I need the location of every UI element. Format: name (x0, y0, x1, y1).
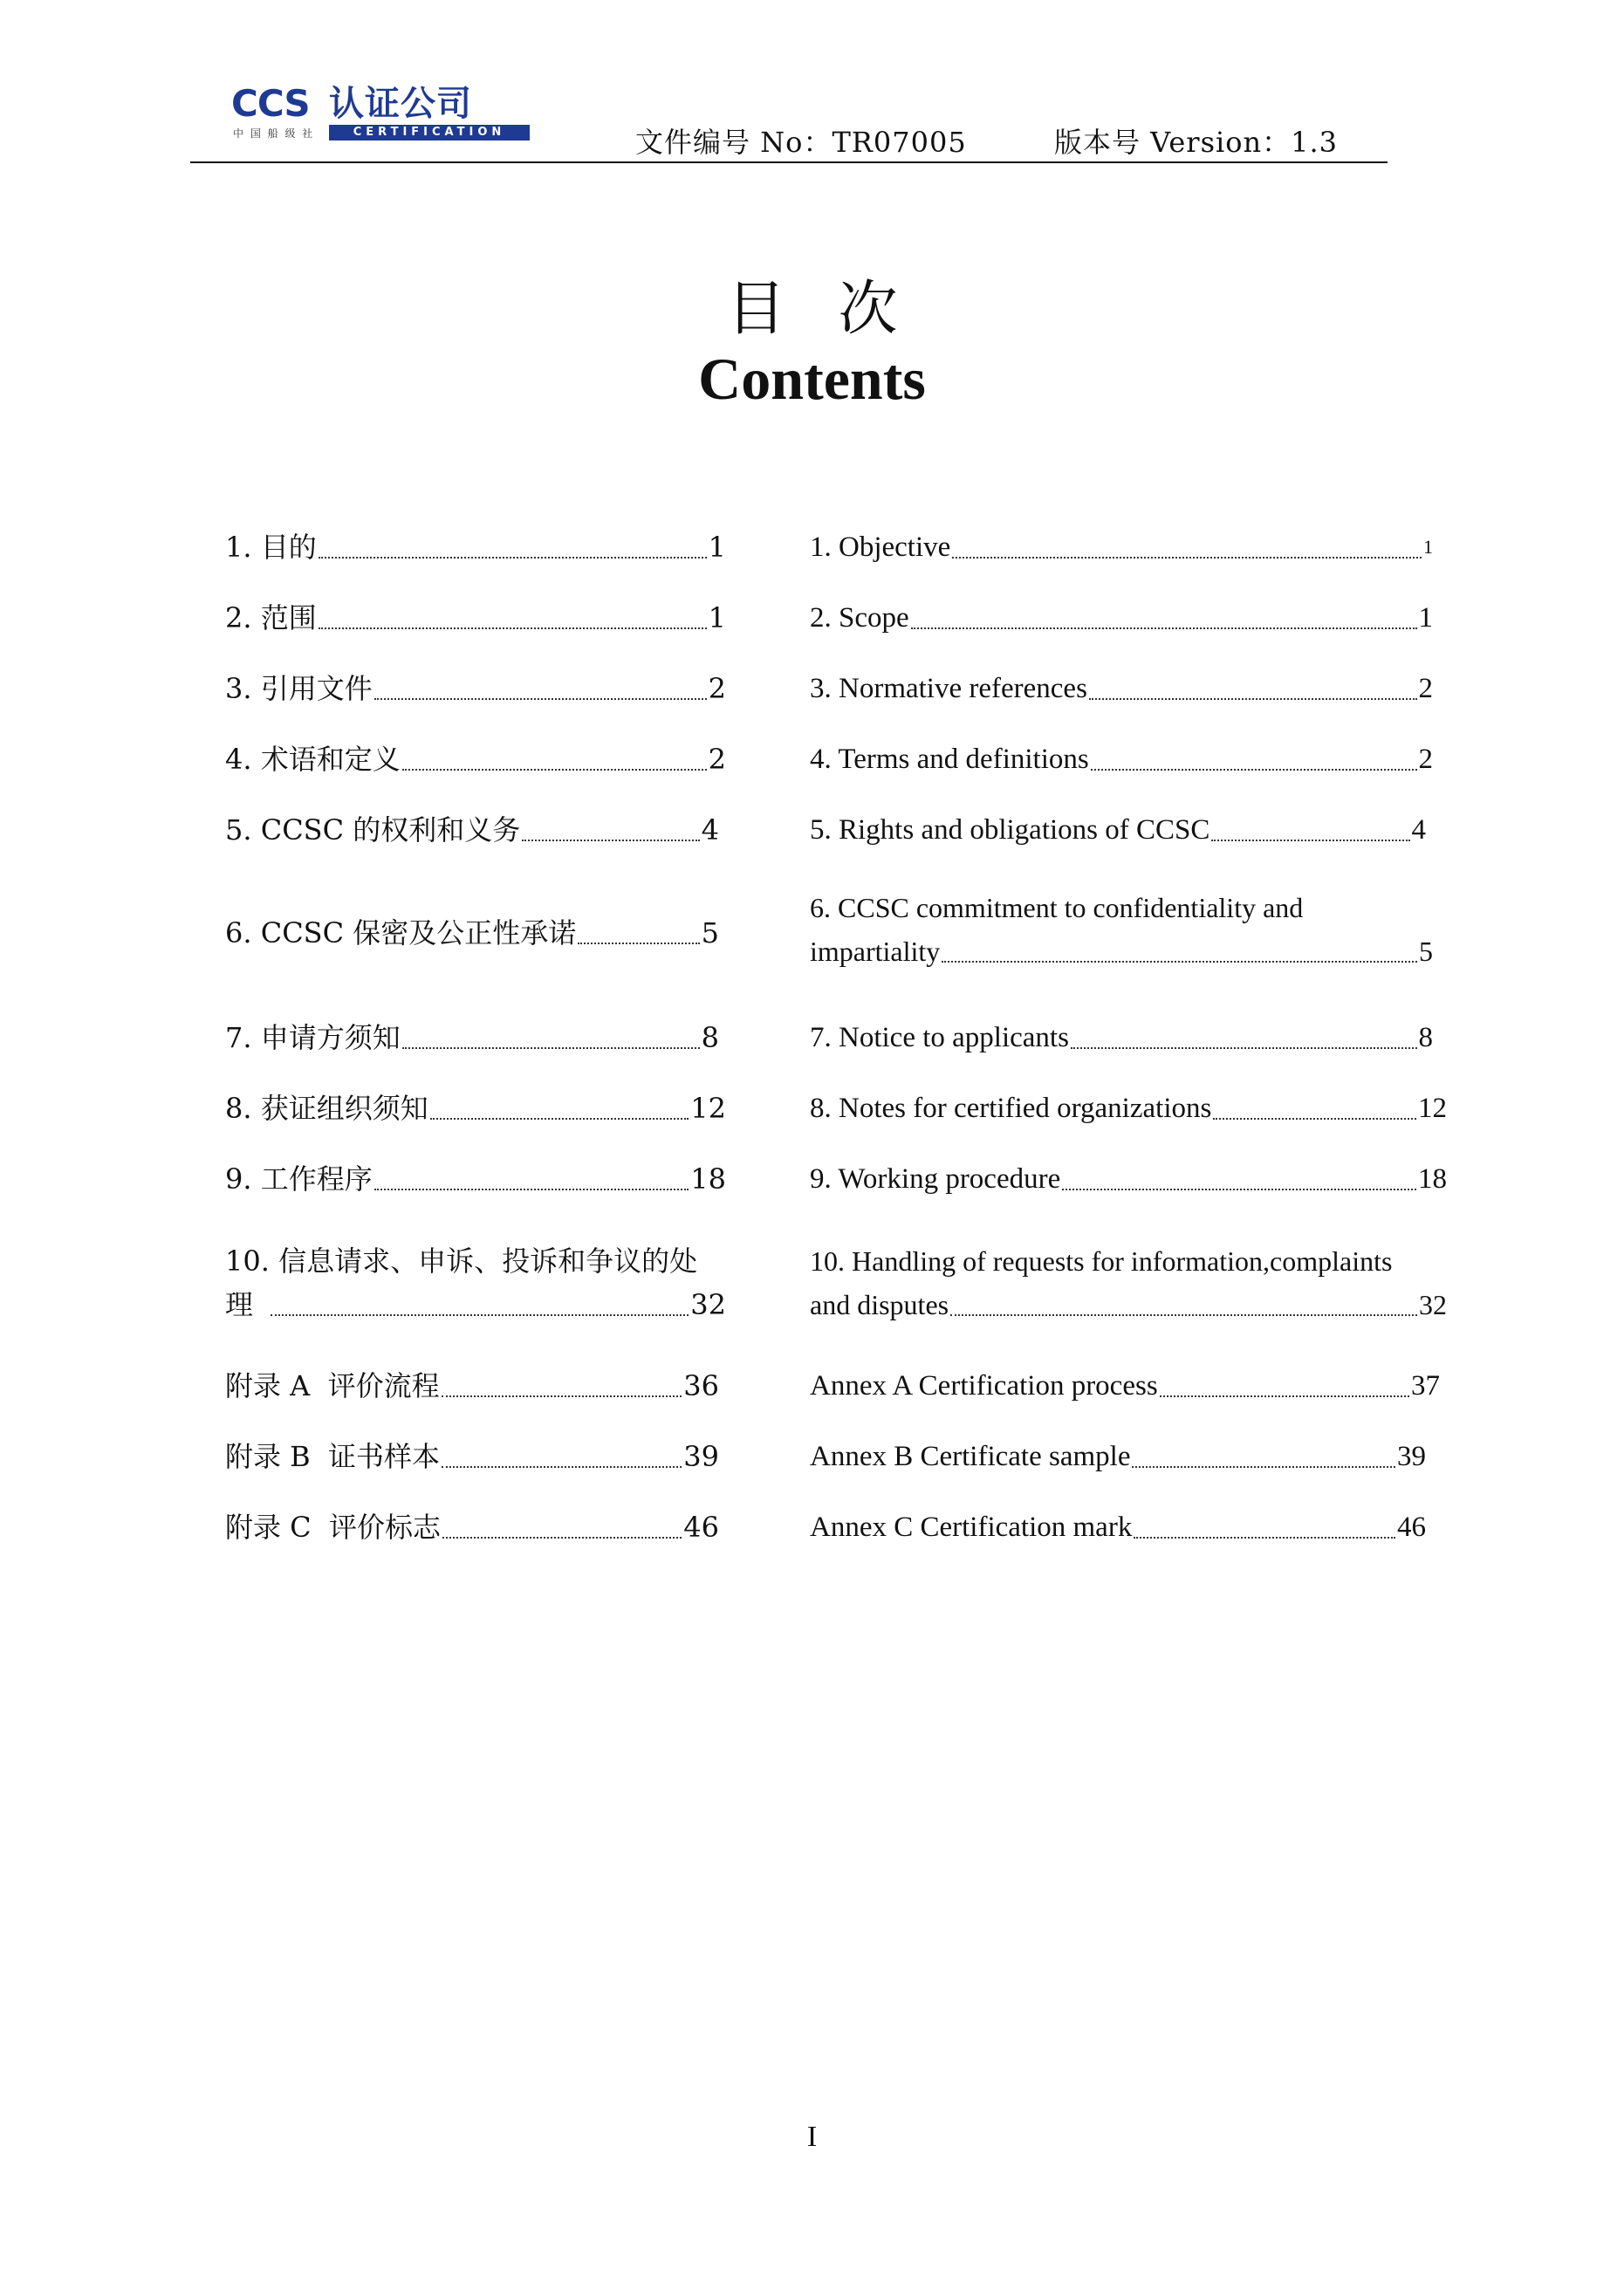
toc-en-entry-9[interactable]: 9. Working procedure 18 (810, 1163, 1447, 1195)
toc-cn-entry-annex-a[interactable]: 附录 A 评价流程 36 (225, 1369, 719, 1402)
header-divider (190, 161, 1388, 163)
toc-en-entry-1[interactable]: 1. Objective 1 (810, 531, 1433, 563)
page-number: I (806, 2121, 818, 2153)
toc-cn-entry-9[interactable]: 9. 工作程序 18 (225, 1162, 726, 1196)
toc-en-entry-5[interactable]: 5. Rights and obligations of CCSC 4 (810, 814, 1426, 846)
logo-chinese-text: 认证公司 (329, 84, 472, 124)
logo-certification-band: CERTIFICATION (329, 125, 530, 141)
toc-cn-entry-2[interactable]: 2. 范围 1 (225, 601, 726, 634)
document-number: 文件编号 No：TR07005 (635, 126, 967, 159)
toc-cn-entry-10-line2: 理 (225, 1288, 254, 1321)
toc-cn-entry-8[interactable]: 8. 获证组织须知 12 (225, 1092, 726, 1125)
toc-en-entry-2[interactable]: 2. Scope 1 (810, 602, 1433, 634)
toc-cn-entry-10[interactable]: 10. 信息请求、申诉、投诉和争议的处 理 32 (225, 1239, 726, 1327)
toc-cn-entry-7[interactable]: 7. 申请方须知 8 (225, 1021, 719, 1054)
toc-en-entry-3[interactable]: 3. Normative references 2 (810, 673, 1433, 704)
title-english: Contents (698, 346, 926, 412)
toc-en-entry-annex-b[interactable]: Annex B Certificate sample 39 (810, 1441, 1426, 1472)
logo-ccs-text: CCS (231, 82, 310, 125)
toc-cn-entry-annex-b[interactable]: 附录 B 证书样本 39 (225, 1440, 719, 1473)
toc-cn-entry-6[interactable]: 6. CCSC 保密及公正性承诺 5 (225, 916, 719, 949)
toc-cn-entry-4[interactable]: 4. 术语和定义 2 (225, 743, 726, 776)
toc-en-entry-6-line1: 6. CCSC commitment to confidentiality and (810, 892, 1304, 923)
toc-en-entry-10[interactable]: 10. Handling of requests for information,complaints and disputes 32 (810, 1239, 1447, 1327)
toc-cn-entry-10-line1: 10. 信息请求、申诉、投诉和争议的处 (225, 1244, 698, 1278)
version-number: 版本号 Version：1.3 (1054, 126, 1339, 159)
toc-en-entry-annex-c[interactable]: Annex C Certification mark 46 (810, 1512, 1426, 1543)
toc-en-entry-7[interactable]: 7. Notice to applicants 8 (810, 1022, 1433, 1053)
toc-cn-entry-1[interactable]: 1. 目的 1 (225, 531, 726, 564)
title-chinese: 目次 (726, 275, 950, 344)
toc-en-entry-8[interactable]: 8. Notes for certified organizations 12 (810, 1093, 1447, 1124)
toc-cn-entry-5[interactable]: 5. CCSC 的权利和义务 4 (225, 813, 719, 847)
toc-en-entry-6-line2: impartiality (810, 936, 941, 967)
toc-en-entry-4[interactable]: 4. Terms and definitions 2 (810, 744, 1433, 775)
logo-society-text: 中 国 船 级 社 (233, 127, 315, 140)
toc-cn-entry-annex-c[interactable]: 附录 C 评价标志 46 (225, 1511, 719, 1544)
ccs-certification-logo (231, 83, 537, 144)
toc-en-entry-6[interactable]: 6. CCSC commitment to confidentiality and impartiality 5 (810, 886, 1433, 973)
toc-en-entry-10-line2: and disputes (810, 1289, 949, 1320)
toc-cn-entry-3[interactable]: 3. 引用文件 2 (225, 672, 726, 705)
toc-en-entry-annex-a[interactable]: Annex A Certification process 37 (810, 1370, 1440, 1402)
toc-en-entry-10-line1: 10. Handling of requests for information,complaints (810, 1245, 1393, 1277)
